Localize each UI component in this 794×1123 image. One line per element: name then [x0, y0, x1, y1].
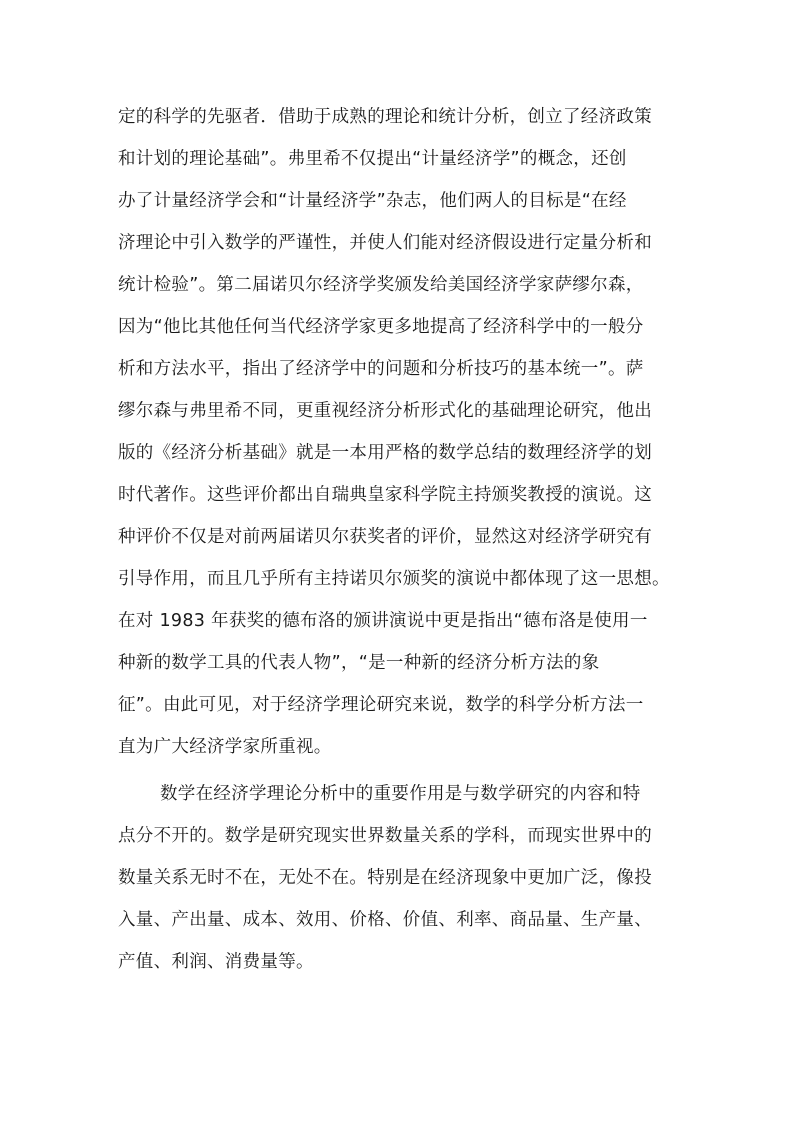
text-line-indent: 数学在经济学理论分析中的重要作用是与数学研究的内容和特 [160, 784, 641, 804]
text-line: 产值、利润、消费量等。 [118, 952, 314, 972]
text-line: 在对 1983 年获奖的德布洛的颁讲演说中更是指出“德布洛是使用一 [118, 611, 648, 631]
text-line: 种评价不仅是对前两届诺贝尔获奖者的评价，显然这对经济学研究有 [118, 527, 652, 547]
text-line: 版的《经济分析基础》就是一本用严格的数学总结的数理经济学的划 [118, 443, 652, 463]
text-line: 济理论中引入数学的严谨性，并使人们能对经济假设进行定量分析和 [118, 233, 652, 253]
text-line: 引导作用，而且几乎所有主持诺贝尔颁奖的演说中都体现了这一思想。 [118, 569, 670, 589]
text-line: 入量、产出量、成本、效用、价格、价值、利率、商品量、生产量、 [118, 910, 652, 930]
text-line: 统计检验”。第二届诺贝尔经济学奖颁发给美国经济学家萨缪尔森， [118, 275, 644, 295]
text-line: 缪尔森与弗里希不同，更重视经济分析形式化的基础理论研究，他出 [118, 401, 652, 421]
text-line: 定的科学的先驱者．借助于成熟的理论和统计分析，创立了经济政策 [118, 107, 652, 127]
text-line: 种新的数学工具的代表人物”，“是一种新的经济分析方法的象 [118, 653, 600, 673]
text-line: 时代著作。这些评价都出自瑞典皇家科学院主持颁奖教授的演说。这 [118, 485, 652, 505]
text-line: 办了计量经济学会和“计量经济学”杂志，他们两人的目标是“在经 [118, 191, 627, 211]
text-line: 点分不开的。数学是研究现实世界数量关系的学科，而现实世界中的 [118, 826, 652, 846]
text-line: 和计划的理论基础”。弗里希不仅提出“计量经济学”的概念，还创 [118, 149, 627, 169]
text-line: 数量关系无时不在，无处不在。特别是在经济现象中更加广泛，像投 [118, 868, 652, 888]
text-line: 因为“他比其他任何当代经济学家更多地提高了经济科学中的一般分 [118, 317, 644, 337]
text-line: 征”。由此可见，对于经济学理论研究来说，数学的科学分析方法一 [118, 695, 644, 715]
text-line: 析和方法水平，指出了经济学中的问题和分析技巧的基本统一”。萨 [118, 359, 644, 379]
text-line: 直为广大经济学家所重视。 [118, 737, 332, 757]
